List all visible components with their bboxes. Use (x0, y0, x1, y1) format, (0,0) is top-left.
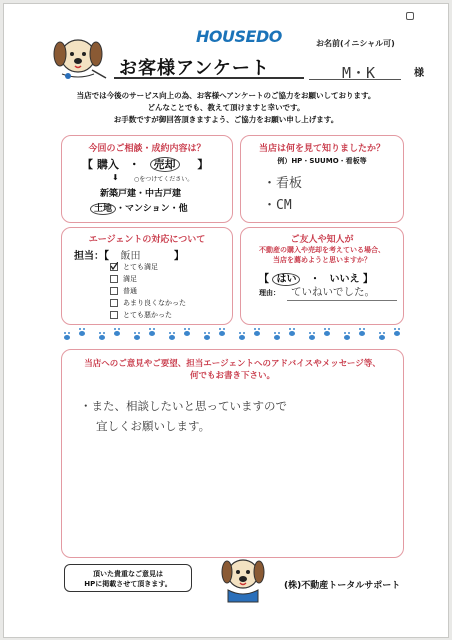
house-types: 新築戸建・中古戸建 (100, 189, 182, 199)
reason-label: 理由： (259, 289, 280, 297)
satisfaction-option[interactable]: 満足 (110, 273, 186, 285)
intro-text: 当店では今後のサービス向上の為、お客様へアンケートのご協力をお願いしております。 どんなことでも、教えて頂けますと幸いです。 お手数ですが御回答頂きますよう、ご協力をお願い申し上げます。 (76, 91, 376, 124)
referral-answer: 【 はい ・ いいえ 】 (259, 274, 373, 285)
satisfaction-option[interactable]: とても悪かった (110, 309, 186, 321)
source-box (240, 135, 404, 223)
checkbox-icon[interactable] (110, 299, 118, 307)
consultation-box (61, 135, 233, 223)
agent-title: エージェントの対応について (88, 235, 206, 245)
comments-title: 当店へのご意見やご要望、担当エージェントへのアドバイスやメッセージ等、 何でもお書き下さい。 (84, 359, 381, 381)
agent-box (61, 227, 233, 325)
dog-mascot-icon (48, 30, 110, 84)
checkbox-icon[interactable] (110, 287, 118, 295)
name-label: お名前(イニシャル可) (316, 39, 395, 48)
yes-option-circled: はい (272, 273, 300, 286)
comment-line-2: 宜しくお願いします。 (96, 419, 211, 433)
down-arrow-icon: ⬇ (112, 173, 119, 182)
agent-name: 飯田 (120, 251, 141, 262)
source-answer-1: ・看板 (263, 176, 303, 191)
comment-line-1: ・また、相談したいと思っていますので (80, 399, 287, 413)
satisfaction-options (110, 261, 186, 321)
checkbox-checked-icon[interactable] (110, 263, 118, 271)
title-underline (114, 77, 304, 79)
comments-box (61, 349, 404, 558)
corner-mark (406, 12, 414, 20)
property-types: 土地 ・マンション・他 (90, 201, 188, 214)
name-value: M・K (342, 64, 376, 82)
name-underline (309, 79, 401, 80)
page-title: お客様アンケート (119, 58, 270, 79)
reason-underline (287, 300, 397, 301)
honorific: 様 (414, 68, 424, 79)
footer-notice: 頂いた貴重なご意見は HPに掲載させて頂きます。 (64, 564, 192, 592)
sell-option-circled: 売却 (150, 157, 180, 172)
deal-type-options: 【 購入 ・ 売却 】 (82, 158, 209, 171)
referral-question: 不動産の購入や売却を考えている場合、 当店を薦めようと思いますか？ (259, 246, 385, 264)
brand-logo: HOUSEDO (196, 27, 282, 46)
agent-line: 担当：【 飯田 】 (74, 251, 184, 262)
referral-box (240, 227, 404, 325)
dog-footer-icon (216, 552, 270, 604)
satisfaction-option[interactable]: あまり良くなかった (110, 297, 186, 309)
referral-title: ご友人や知人が (290, 235, 354, 245)
land-option-circled: 土地 (90, 203, 116, 215)
source-examples: 例）HP・SUUMO・看板等 (277, 157, 367, 165)
satisfaction-option[interactable]: とても満足 (110, 261, 186, 273)
checkbox-icon[interactable] (110, 275, 118, 283)
circle-note: ○をつけてください。 (134, 176, 194, 183)
consultation-title: 今回のご相談・成約内容は？ (88, 144, 206, 154)
company-name: (株)不動産トータルサポート (284, 581, 401, 591)
paw-divider (59, 328, 404, 344)
source-title: 当店は何を見て知りましたか？ (258, 144, 385, 154)
satisfaction-option[interactable]: 普通 (110, 285, 186, 297)
reason-value: ていねいでした。 (291, 286, 375, 298)
source-answer-2: ・CM (263, 198, 292, 213)
survey-sheet (3, 3, 449, 638)
checkbox-icon[interactable] (110, 311, 118, 319)
